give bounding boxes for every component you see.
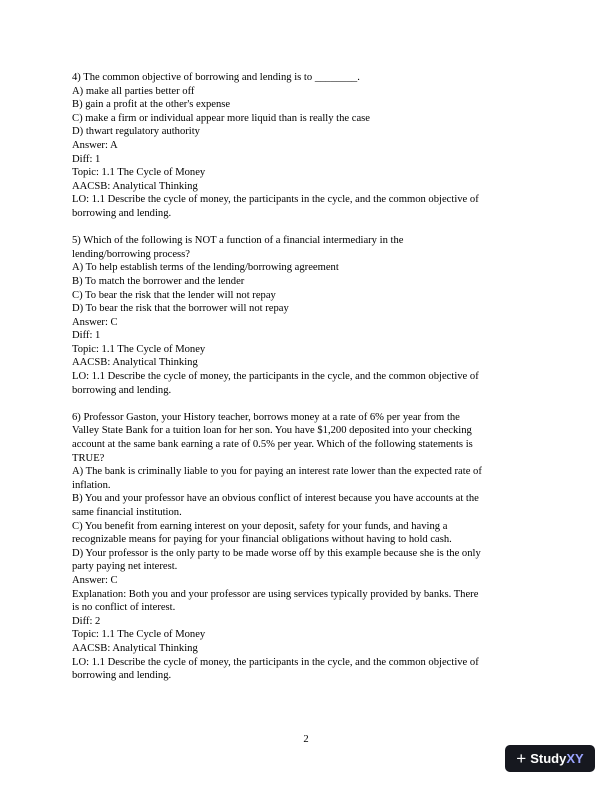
answer-option: D) To bear the risk that the borrower will not repay [72,303,289,315]
answer-key: Answer: A [72,139,118,151]
aacsb: AACSB: Analytical Thinking [72,180,198,192]
answer-option: C) To bear the risk that the lender will not repay [72,289,276,301]
learning-objective: borrowing and lending. [72,207,172,219]
question-stem: TRUE? [72,452,105,464]
answer-key: Answer: C [72,316,118,328]
answer-option: D) Your professor is the only party to be made worse off by this example because she is the only [72,547,481,559]
question-block [72,234,540,397]
question-stem: lending/borrowing process? [72,248,190,260]
question-stem: account at the same bank earning a rate of 0.5% per year. Which of the following statements is [72,439,473,451]
answer-option: C) make a firm or individual appear more liquid than is really the case [72,112,370,124]
answer-option: B) You and your professor have an obvious conflict of interest because you have accounts at the [72,493,479,505]
answer-option: D) thwart regulatory authority [72,126,200,138]
answer-option: inflation. [72,479,111,491]
question-stem: 4) The common objective of borrowing and lending is to ________. [72,72,360,83]
answer-option: A) To help establish terms of the lending/borrowing agreement [72,262,339,274]
question-block [72,411,540,683]
answer-option: C) You benefit from earning interest on your deposit, safety for your funds, and having a [72,520,448,532]
answer-option: B) gain a profit at the other's expense [72,99,231,111]
topic: Topic: 1.1 The Cycle of Money [72,629,206,641]
answer-option: recognizable means for paying for your financial obligations without having to hold cash. [72,534,452,546]
studyxy-badge[interactable] [505,745,595,772]
learning-objective: borrowing and lending. [72,384,172,396]
question-block [72,71,540,221]
difficulty: Diff: 1 [72,153,101,165]
answer-key: Answer: C [72,574,118,586]
question-stem: 5) Which of the following is NOT a function of a financial intermediary in the [72,235,404,247]
question-stem: Valley State Bank for a tuition loan for her son. You have $1,200 deposited into your checking [72,425,472,437]
page-number: 2 [303,734,309,745]
answer-option: A) make all parties better off [72,85,195,97]
learning-objective: LO: 1.1 Describe the cycle of money, the participants in the cycle, and the common objective of [72,194,479,206]
aacsb: AACSB: Analytical Thinking [72,357,198,369]
topic: Topic: 1.1 The Cycle of Money [72,343,206,355]
explanation: is no conflict of interest. [72,602,176,614]
badge-text-main: Study [530,751,567,766]
learning-objective: borrowing and lending. [72,670,172,682]
learning-objective: LO: 1.1 Describe the cycle of money, the participants in the cycle, and the common objective of [72,656,479,668]
difficulty: Diff: 2 [72,615,101,627]
difficulty: Diff: 1 [72,330,101,342]
answer-option: party paying net interest. [72,561,178,573]
aacsb: AACSB: Analytical Thinking [72,642,198,654]
answer-option: same financial institution. [72,507,182,518]
answer-option: B) To match the borrower and the lender [72,275,245,287]
question-stem: 6) Professor Gaston, your History teacher, borrows money at a rate of 6% per year from the [72,411,460,423]
answer-option: A) The bank is criminally liable to you for paying an interest rate lower than the expected rate of [72,466,482,478]
learning-objective: LO: 1.1 Describe the cycle of money, the participants in the cycle, and the common objective of [72,371,479,383]
badge-text-accent: XY [566,751,584,766]
topic: Topic: 1.1 The Cycle of Money [72,167,206,179]
document-body [72,71,540,696]
plus-icon: + [516,749,527,768]
explanation: Explanation: Both you and your professor are using services typically provided by banks. There [72,588,479,600]
